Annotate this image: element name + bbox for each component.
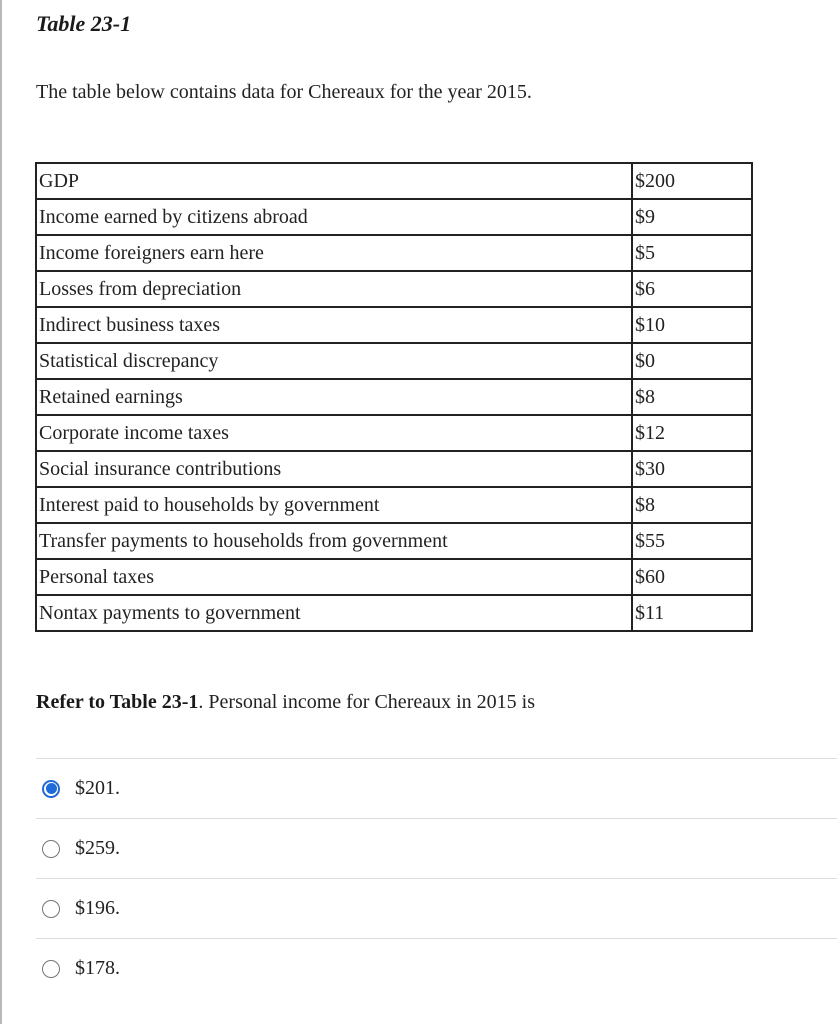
answer-option-1[interactable]: [36, 758, 837, 818]
answer-options: [36, 758, 837, 998]
answer-label: $196.: [75, 897, 120, 919]
row-label: Retained earnings: [36, 379, 632, 415]
row-value: $6: [632, 271, 752, 307]
answer-option-4[interactable]: [36, 938, 837, 998]
row-value: $0: [632, 343, 752, 379]
table-row: [36, 163, 752, 199]
row-value: $12: [632, 415, 752, 451]
question-text: [36, 691, 535, 714]
answer-label: $178.: [75, 957, 120, 979]
radio-button[interactable]: [42, 840, 60, 858]
row-value: $200: [632, 163, 752, 199]
row-value: $9: [632, 199, 752, 235]
row-label: Nontax payments to government: [36, 595, 632, 631]
table-title: Table 23-1: [36, 11, 132, 36]
table-row: [36, 343, 752, 379]
row-value: $8: [632, 487, 752, 523]
intro-text: The table below contains data for Chereaux for the year 2015.: [36, 81, 532, 103]
row-value: $8: [632, 379, 752, 415]
row-label: Interest paid to households by government: [36, 487, 632, 523]
table-row: [36, 307, 752, 343]
row-label: GDP: [36, 163, 632, 199]
question-reference: Refer to Table 23-1: [36, 691, 199, 713]
table-row: [36, 199, 752, 235]
table-row: [36, 235, 752, 271]
data-table: [35, 162, 753, 632]
row-value: $60: [632, 559, 752, 595]
table-row: [36, 451, 752, 487]
radio-button[interactable]: [42, 780, 60, 798]
answer-label: $259.: [75, 837, 120, 859]
table-row: [36, 487, 752, 523]
row-label: Social insurance contributions: [36, 451, 632, 487]
row-value: $55: [632, 523, 752, 559]
table-row: [36, 523, 752, 559]
row-label: Personal taxes: [36, 559, 632, 595]
answer-option-3[interactable]: [36, 878, 837, 938]
table-row: [36, 415, 752, 451]
answer-option-2[interactable]: [36, 818, 837, 878]
radio-button[interactable]: [42, 960, 60, 978]
row-label: Corporate income taxes: [36, 415, 632, 451]
radio-button[interactable]: [42, 900, 60, 918]
row-value: $5: [632, 235, 752, 271]
row-value: $11: [632, 595, 752, 631]
row-label: Indirect business taxes: [36, 307, 632, 343]
answer-label: $201.: [75, 777, 120, 799]
row-label: Income earned by citizens abroad: [36, 199, 632, 235]
row-label: Statistical discrepancy: [36, 343, 632, 379]
row-value: $10: [632, 307, 752, 343]
left-border: [0, 0, 2, 1024]
table-row: [36, 595, 752, 631]
row-value: $30: [632, 451, 752, 487]
table-row: [36, 559, 752, 595]
row-label: Transfer payments to households from government: [36, 523, 632, 559]
question-body: . Personal income for Chereaux in 2015 is: [198, 691, 535, 713]
table-row: [36, 379, 752, 415]
row-label: Losses from depreciation: [36, 271, 632, 307]
table-row: [36, 271, 752, 307]
row-label: Income foreigners earn here: [36, 235, 632, 271]
